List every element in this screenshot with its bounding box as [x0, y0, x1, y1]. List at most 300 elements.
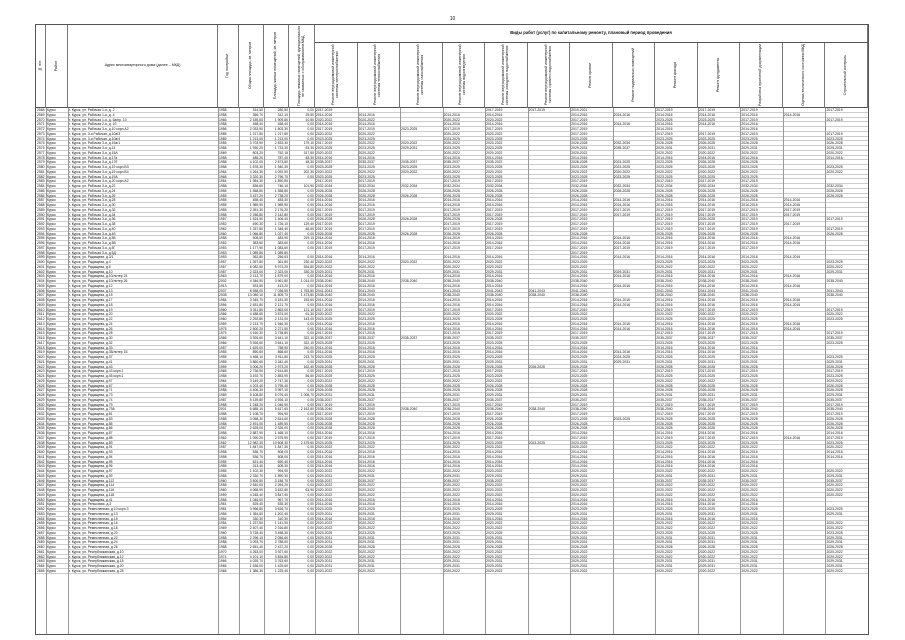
- row-work-period: 2029-2031: [486, 535, 503, 540]
- row-nonliving-area: 0,00: [307, 431, 314, 435]
- row-work-period: 2017-2019: [486, 212, 503, 217]
- row-living-area: 2 796,70: [274, 174, 288, 179]
- row-work-period: 2029-2031: [698, 473, 716, 478]
- row-work-period: 2017-2019: [443, 212, 460, 217]
- row-nonliving-area: 48,30: [305, 160, 314, 165]
- row-work-period: 2026-2028: [826, 193, 843, 198]
- row-work-period: 2017-2019: [316, 402, 333, 407]
- row-work-period: 2014-2016: [443, 454, 460, 459]
- row-district: Курск: [47, 131, 56, 136]
- row-district: Курск: [47, 321, 56, 326]
- row-year: 1960: [219, 530, 227, 535]
- row-work-period: 2020-2022: [571, 150, 588, 155]
- row-total-area: 314,50: [252, 108, 263, 112]
- row-address: г. Курск, ул. Радищева, д.86: [69, 426, 113, 431]
- row-year: 1955: [219, 350, 227, 355]
- row-work-period: 2020-2022: [486, 526, 503, 530]
- row-year: 1958: [219, 416, 227, 421]
- row-living-area: 1 989,90: [274, 203, 288, 207]
- row-work-period: 2014-2016: [783, 241, 801, 245]
- work-type-header: [315, 43, 358, 108]
- row-living-area: 1 083,60: [274, 245, 288, 250]
- row-work-period: 2014-2016: [486, 350, 503, 355]
- row-work-period: 2026-2028: [656, 141, 673, 146]
- row-work-period: 2038-2040: [358, 279, 375, 283]
- row-district: Курск: [47, 450, 56, 454]
- row-total-area: 1 217,80: [249, 131, 263, 136]
- row-work-period: 2029-2031: [826, 359, 843, 364]
- row-living-area: 3 911,80: [275, 355, 288, 359]
- row-district: Курск: [47, 497, 56, 502]
- row-work-period: 2014-2016: [698, 241, 716, 245]
- row-work-period: 2026-2028: [358, 383, 375, 388]
- row-address: г. Курск, ул. Радищева, д.83: [69, 416, 113, 421]
- row-work-period: 2023-2025: [741, 260, 758, 264]
- row-total-area: 2 736,90: [249, 369, 263, 374]
- row-year: 1953: [219, 245, 227, 250]
- row-living-area: 4 092,50: [274, 169, 288, 174]
- row-number: 2651: [37, 502, 45, 507]
- row-work-period: 2026-2028: [443, 421, 460, 426]
- row-work-period: 2029-2031: [443, 564, 460, 568]
- row-district: Курск: [47, 203, 56, 207]
- row-work-period: 2023-2025: [571, 507, 588, 511]
- row-work-period: 2020-2022: [698, 312, 716, 317]
- row-work-period: 2014-2016: [656, 112, 673, 117]
- column-divider: [783, 108, 784, 634]
- row-year: 1958: [219, 497, 227, 502]
- row-work-period: 2014-2016: [358, 321, 375, 326]
- row-district: Курск: [47, 150, 56, 155]
- row-address: г. Курск, ул. Радищева, д.118: [69, 492, 115, 497]
- row-work-period: 2026-2028: [656, 388, 673, 393]
- row-year: 1956: [219, 511, 227, 516]
- row-nonliving-area: 202,30: [303, 169, 314, 174]
- row-work-period: 2032-2034: [826, 184, 843, 188]
- column-divider: [740, 108, 741, 634]
- row-living-area: 280,50: [277, 108, 288, 112]
- row-total-area: 1 066,80: [249, 231, 263, 236]
- row-work-period: 2020-2022: [698, 445, 716, 450]
- row-total-area: 1 989,90: [249, 203, 263, 207]
- row-work-period: 2014-2016: [656, 464, 673, 469]
- row-work-period: 2023-2025: [656, 317, 673, 321]
- row-year: 1959: [219, 492, 227, 497]
- row-nonliving-area: 0,00: [307, 388, 314, 393]
- row-number: 2596: [37, 241, 45, 245]
- row-work-period: 2014-2016: [741, 198, 758, 203]
- row-year: 1958: [219, 374, 227, 378]
- row-work-period: 2014-2016: [783, 435, 801, 440]
- row-address: г. Курск, ул. Радищева, д.13: [69, 288, 113, 293]
- row-address: г. Курск, ул. Рабочая 3-я, д.5Д: [69, 250, 116, 255]
- row-district: Курск: [47, 478, 56, 483]
- work-type-header: [613, 43, 656, 108]
- row-work-period: 2017-2019: [571, 402, 588, 407]
- row-work-period: 2017-2019: [486, 108, 503, 112]
- row-living-area: 2 814,60: [274, 416, 288, 421]
- row-address: г. Курск, ул. Радищева, д.88: [69, 435, 113, 440]
- row-number: 2627: [37, 388, 45, 393]
- row-district: Курск: [47, 549, 56, 554]
- row-address: г. Курск, ул. Рабочая 3-я, д.30: [69, 203, 116, 207]
- row-district: Курск: [47, 174, 56, 179]
- row-work-period: 2017-2019: [571, 226, 588, 231]
- row-work-period: 2014-2016: [783, 198, 801, 203]
- row-work-period: 2023-2025: [656, 165, 673, 169]
- work-types-group-header: [315, 25, 868, 43]
- row-living-area: 3 626,70: [274, 507, 288, 511]
- row-district: Курск: [47, 283, 56, 288]
- row-work-period: 2023-2025: [443, 374, 460, 378]
- row-work-period: 2014-2016: [698, 112, 716, 117]
- row-work-period: 2020-2022: [741, 264, 758, 269]
- row-number: 2578: [37, 155, 45, 160]
- row-district: Курск: [47, 146, 56, 150]
- row-work-period: 2029-2031: [571, 511, 588, 516]
- row-living-area: 11 805,70: [273, 293, 288, 298]
- row-work-period: 2014-2016: [486, 203, 503, 207]
- row-work-period: 2020-2022: [401, 141, 418, 146]
- row-work-period: 2014-2016: [486, 298, 503, 302]
- row-living-area: 3 874,00: [274, 312, 288, 317]
- row-work-period: 2014-2016: [358, 459, 375, 464]
- row-work-period: 2026-2028: [741, 426, 758, 431]
- column-divider: [485, 108, 486, 634]
- work-type-header: [740, 43, 783, 108]
- row-address: г. Курск, ул. Радищева, д.15: [69, 293, 113, 298]
- row-total-area: 485,20: [252, 155, 263, 160]
- row-work-period: 2038-2040: [826, 407, 843, 412]
- row-work-period: 2014-2016: [783, 236, 801, 241]
- row-work-period: 2023-2025: [741, 355, 758, 359]
- row-nonliving-area: 48,60: [305, 226, 314, 231]
- row-work-period: 2032-2034: [613, 141, 630, 146]
- row-district: Курск: [47, 193, 56, 198]
- row-work-period: 2026-2028: [571, 364, 588, 369]
- row-work-period: 2029-2031: [826, 540, 843, 545]
- row-year: 1955: [219, 198, 227, 203]
- row-address: г. Курск, ул. Ремесленная, д.22: [69, 535, 118, 540]
- row-district: Курск: [47, 535, 56, 540]
- row-work-period: 2014-2016: [698, 155, 716, 160]
- row-address: г. Курск, ул. Радищева, д.67: [69, 383, 113, 388]
- row-address: г. Курск, ул. Радищева, д.94: [69, 454, 113, 459]
- row-year: 1957: [219, 217, 227, 222]
- row-work-period: 2020-2022: [316, 131, 333, 136]
- row-work-period: 2038-2040: [316, 407, 333, 412]
- row-district: Курск: [47, 350, 56, 355]
- row-district: Курск: [47, 302, 56, 307]
- row-work-period: 2023-2025: [741, 317, 758, 321]
- work-type-label: Ремонт подвальных помещений: [630, 48, 635, 102]
- row-work-period: 2014-2016: [613, 283, 630, 288]
- row-work-period: 2029-2031: [698, 146, 716, 150]
- row-living-area: 2 575,90: [274, 435, 288, 440]
- work-type-header: [485, 43, 528, 108]
- row-work-period: 2026-2028: [656, 364, 673, 369]
- row-work-period: 2020-2022: [698, 568, 716, 573]
- row-address: г. Курск, ул. Рабочая 1-я, д. 4: [69, 112, 115, 117]
- row-number: 2585: [37, 188, 45, 193]
- row-work-period: 2023-2025: [571, 440, 588, 445]
- row-address: г. Курск, ул. Радищева, д.6: [69, 264, 111, 269]
- row-work-period: 2014-2016: [443, 350, 460, 355]
- row-work-period: 2029-2031: [656, 393, 673, 397]
- row-district: Курск: [47, 250, 56, 255]
- row-address: г. Курск, ул. Радищева, д.87: [69, 431, 113, 435]
- row-living-area: 967,70: [277, 497, 288, 502]
- row-living-area: 5 076,40: [274, 393, 288, 397]
- row-work-period: 2023-2025: [316, 440, 333, 445]
- row-living-area: 1 879,00: [274, 274, 288, 279]
- row-living-area: 312,10: [277, 112, 288, 117]
- row-work-period: 2026-2028: [741, 188, 758, 193]
- row-work-period: 2017-2019: [443, 369, 460, 374]
- row-work-period: 2017-2019: [443, 222, 460, 226]
- row-address: г. Курск, ул. Рабочая 3-я, д.17б: [69, 160, 118, 165]
- row-work-period: 2017-2019: [358, 412, 375, 416]
- row-work-period: 2020-2022: [741, 492, 758, 497]
- row-work-period: 2014-2016: [443, 203, 460, 207]
- row-work-period: 2017-2019: [741, 131, 758, 136]
- row-address: г. Курск, ул. Радищева, д.73: [69, 393, 113, 397]
- row-work-period: 2020-2022: [486, 141, 503, 146]
- row-living-area: 1 468,10: [274, 431, 288, 435]
- row-living-area: 3 342,40: [274, 359, 288, 364]
- row-work-period: 2041-2043: [698, 288, 716, 293]
- row-work-period: 2035-2037: [358, 478, 375, 483]
- row-work-period: 2014-2016: [698, 198, 716, 203]
- row-total-area: 458,40: [252, 122, 263, 127]
- row-work-period: 2041-2043: [443, 288, 460, 293]
- row-address: г. Курск, ул. Рабочая 3-я, д.32: [69, 207, 116, 212]
- row-work-period: 2026-2028: [358, 217, 375, 222]
- row-work-period: 2020-2022: [401, 260, 418, 264]
- row-work-period: 2026-2028: [486, 364, 503, 369]
- row-work-period: 2014-2016: [656, 298, 673, 302]
- row-work-period: 2023-2025: [826, 355, 843, 359]
- row-work-period: 2020-2022: [443, 521, 460, 526]
- row-work-period: 2026-2028: [443, 188, 460, 193]
- row-work-period: 2017-2019: [698, 131, 716, 136]
- row-district: Курск: [47, 397, 56, 402]
- row-work-period: 2023-2025: [358, 507, 375, 511]
- row-year: 1913: [219, 283, 227, 288]
- row-living-area: 310,30: [277, 516, 288, 521]
- row-nonliving-area: 63,90: [305, 488, 314, 492]
- row-work-period: 2029-2031: [826, 559, 843, 564]
- row-work-period: 2023-2025: [571, 355, 588, 359]
- row-nonliving-area: 0,00: [307, 445, 314, 450]
- row-work-period: 2017-2019: [316, 108, 333, 112]
- row-work-period: 2029-2031: [656, 473, 673, 478]
- row-total-area: 1 213,00: [249, 136, 263, 141]
- row-work-period: 2020-2022: [443, 260, 460, 264]
- row-work-period: 2020-2022: [571, 169, 588, 174]
- row-number: 2586: [37, 193, 45, 198]
- row-work-period: 2014-2016: [826, 454, 843, 459]
- row-work-period: 2035-2037: [443, 478, 460, 483]
- row-total-area: 1 536,00: [249, 564, 263, 568]
- row-address: г. Курск, ул. Радищева, д.95: [69, 459, 113, 464]
- row-work-period: 2035-2037: [826, 336, 843, 340]
- row-number: 2650: [37, 497, 45, 502]
- row-number: 2641: [37, 454, 45, 459]
- row-number: 2590: [37, 212, 45, 217]
- row-work-period: 2017-2019: [486, 331, 503, 336]
- row-work-period: 2014-2016: [571, 502, 588, 507]
- row-work-period: 2017-2019: [571, 217, 588, 222]
- row-work-period: 2014-2016: [443, 345, 460, 350]
- row-address: г. Курск, ул. Рабочая 3-я, д.34: [69, 212, 116, 217]
- row-address: г. Курск, ул. Радищева, д.79: [69, 402, 113, 407]
- row-work-period: 2023-2025: [613, 174, 630, 179]
- row-work-period: 2026-2028: [826, 231, 843, 236]
- row-year: 1987: [219, 397, 227, 402]
- row-nonliving-area: 219,10: [303, 236, 314, 241]
- row-total-area: 362,80: [252, 255, 263, 260]
- row-living-area: 3 961,80: [274, 279, 288, 283]
- row-work-period: 2014-2016: [443, 155, 460, 160]
- row-work-period: 2020-2022: [316, 264, 333, 269]
- row-work-period: 2026-2028: [316, 421, 333, 426]
- row-address: г. Курск, ул. Рельсовая, д.3: [69, 502, 112, 507]
- row-work-period: 2014-2016: [741, 450, 758, 454]
- row-address: г. Курск, ул. Радищева, д.81: [69, 412, 113, 416]
- row-work-period: 2023-2025: [358, 174, 375, 179]
- row-number: 2599: [37, 255, 45, 260]
- row-address: г. Курск, ул. 3-я Рабочая, д.10а/4: [69, 136, 121, 141]
- row-work-period: 2035-2037: [443, 336, 460, 340]
- row-nonliving-area: 0,00: [307, 521, 314, 526]
- row-year: 1958: [219, 112, 227, 117]
- row-work-period: 2029-2031: [571, 540, 588, 545]
- row-district: Курск: [47, 421, 56, 426]
- row-work-period: 2023-2025: [698, 507, 716, 511]
- row-work-period: 2026-2028: [571, 545, 588, 549]
- row-number: 2635: [37, 426, 45, 431]
- row-work-period: 2014-2016: [656, 283, 673, 288]
- row-work-period: 2020-2022: [656, 264, 673, 269]
- row-district: Курск: [47, 136, 56, 141]
- row-living-area: 1 406,40: [274, 217, 288, 222]
- row-work-period: 2035-2037: [358, 160, 375, 165]
- row-work-period: 2023-2025: [358, 165, 375, 169]
- row-year: 1953: [219, 255, 227, 260]
- row-living-area: 508,00: [277, 454, 288, 459]
- row-nonliving-area: 0,00: [307, 302, 314, 307]
- row-work-period: 2026-2028: [571, 141, 588, 146]
- row-work-period: 2026-2028: [443, 217, 460, 222]
- row-work-period: 2023-2025: [443, 530, 460, 535]
- row-work-period: 2014-2016: [486, 122, 503, 127]
- row-work-period: 2020-2022: [741, 378, 758, 383]
- row-work-period: 2020-2022: [698, 169, 716, 174]
- row-work-period: 2029-2031: [358, 564, 375, 568]
- row-work-period: 2017-2019: [783, 222, 801, 226]
- row-total-area: 383,60: [252, 241, 263, 245]
- row-address: г. Курск, ул. Рабочая 3-я, д.19А: [69, 174, 118, 179]
- row-number: 2643: [37, 464, 45, 469]
- row-number: 2662: [37, 554, 45, 559]
- row-work-period: 2023-2025: [571, 340, 588, 345]
- row-address: г. Курск, ул. Радищева, д.17: [69, 298, 113, 302]
- row-work-period: 2029-2031: [741, 535, 758, 540]
- row-work-period: 2026-2028: [486, 421, 503, 426]
- row-work-period: 2017-2019: [571, 222, 588, 226]
- row-work-period: 2023-2025: [741, 136, 758, 141]
- row-work-period: 2014-2016: [316, 203, 333, 207]
- row-address: г. Курск, ул. Рабочая 3-я, д.19 корп.В3: [69, 165, 129, 169]
- column-divider: [289, 108, 290, 634]
- row-number: 2619: [37, 350, 45, 355]
- row-work-period: 2014-2016: [741, 236, 758, 241]
- row-work-period: 2014-2016: [316, 274, 333, 279]
- row-address: г. Курск, ул. Ремесленная, д.26: [69, 545, 118, 549]
- row-work-period: 2020-2022: [316, 150, 333, 155]
- row-work-period: 2035-2037: [656, 397, 673, 402]
- row-work-period: 2020-2022: [826, 150, 843, 155]
- row-work-period: 2035-2037: [741, 478, 758, 483]
- row-work-period: 2029-2031: [358, 511, 375, 516]
- row-total-area: 2 155,60: [249, 117, 263, 122]
- row-year: 1964: [219, 179, 227, 184]
- row-work-period: 2023-2025: [316, 165, 333, 169]
- row-work-period: 2014-2016: [443, 122, 460, 127]
- row-work-period: 2014-2016: [571, 298, 588, 302]
- row-work-period: 2014-2016: [783, 321, 801, 326]
- row-year: 2007: [219, 288, 227, 293]
- row-work-period: 2014-2016: [443, 283, 460, 288]
- row-work-period: 2014-2016: [698, 516, 716, 521]
- row-district: Курск: [47, 345, 56, 350]
- row-year: 1953: [219, 241, 227, 245]
- row-work-period: 2020-2022: [358, 526, 375, 530]
- row-work-period: 2041-2043: [358, 288, 375, 293]
- row-district: Курск: [47, 231, 56, 236]
- row-district: Курск: [47, 317, 56, 321]
- row-work-period: 2017-2019: [571, 250, 588, 255]
- row-work-period: 2020-2022: [443, 488, 460, 492]
- row-work-period: 2023-2025: [486, 355, 503, 359]
- row-total-area: 4 102,00: [249, 160, 263, 165]
- row-total-area: 8 558,00: [249, 288, 263, 293]
- row-year: 1989: [219, 136, 227, 141]
- row-work-period: 2026-2028: [401, 217, 418, 222]
- row-total-area: 3 437,20: [249, 193, 263, 198]
- row-work-period: 2020-2022: [443, 554, 460, 559]
- row-work-period: 2014-2016: [358, 450, 375, 454]
- row-work-period: 2014-2016: [656, 502, 673, 507]
- row-living-area: 1 213,00: [274, 136, 288, 141]
- row-work-period: 2023-2025: [571, 416, 588, 421]
- row-work-period: 2014-2016: [698, 450, 716, 454]
- row-district: Курск: [47, 388, 56, 393]
- row-work-period: 2026-2028: [443, 388, 460, 393]
- row-work-period: 2017-2019: [571, 131, 588, 136]
- row-work-period: 2017-2019: [826, 217, 843, 222]
- row-work-period: 2020-2022: [443, 378, 460, 383]
- row-total-area: 890,60: [252, 350, 263, 355]
- row-number: 2647: [37, 483, 45, 488]
- row-total-area: 536,70: [252, 454, 263, 459]
- row-living-area: 2 437,20: [274, 545, 288, 549]
- row-work-period: 2014-2016: [656, 203, 673, 207]
- row-year: 1957: [219, 264, 227, 269]
- row-work-period: 2014-2016: [316, 454, 333, 459]
- row-work-period: 2017-2019: [486, 222, 503, 226]
